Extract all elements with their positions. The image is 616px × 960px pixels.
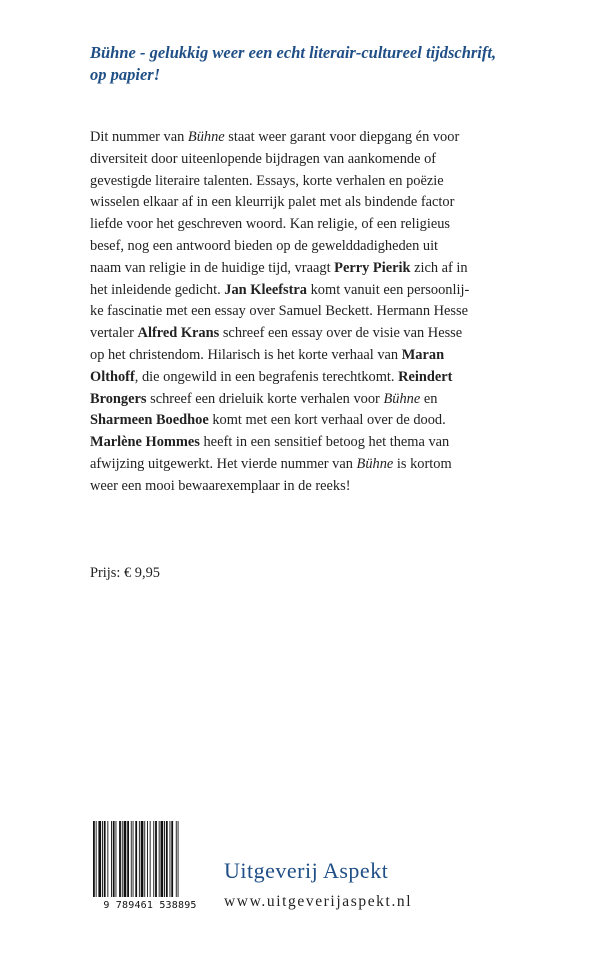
barcode-bar — [164, 821, 165, 897]
barcode-bar — [139, 821, 140, 897]
author-name: Reindert — [398, 368, 453, 385]
blurb-line — [90, 127, 540, 149]
author-name: Brongers — [90, 390, 147, 407]
blurb-line: diversiteit door uiteenlopende bijdragen van aankomende of — [90, 150, 437, 167]
publisher-website: www.uitgeverijaspekt.nl — [224, 893, 413, 910]
barcode-bar — [170, 821, 171, 897]
blurb-line: liefde voor het geschreven woord. Kan religie, of een religieus — [90, 216, 451, 233]
text: schreef een essay over de visie van Hesse — [219, 325, 463, 342]
barcode-bar — [159, 821, 160, 897]
barcode-bar — [153, 821, 154, 897]
barcode-bars — [91, 821, 209, 899]
barcode-bar — [131, 821, 132, 897]
magazine-title: Bühne — [356, 455, 394, 472]
barcode-bar — [116, 821, 117, 897]
barcode-bar — [150, 821, 151, 897]
barcode-bar — [119, 821, 121, 897]
barcode — [91, 821, 209, 913]
text: het inleidende gedicht. — [90, 281, 221, 298]
barcode-bar — [104, 821, 106, 897]
blurb-line — [90, 410, 540, 432]
text: en — [420, 390, 438, 407]
barcode-bar — [127, 821, 129, 897]
price-label: Prijs: € 9,95 — [90, 565, 160, 581]
barcode-bar — [176, 821, 177, 897]
author-name: Maran — [401, 346, 445, 363]
text: staat weer garant voor diepgang én voor — [224, 129, 460, 145]
tagline — [90, 42, 560, 86]
text: , die ongewild in een begrafenis terechtkomt. — [134, 368, 399, 385]
blurb-line — [90, 345, 540, 367]
text: afwijzing uitgewerkt. Het vierde nummer van — [90, 455, 357, 472]
text: is kortom — [393, 455, 452, 472]
barcode-bar — [166, 821, 168, 897]
blurb-line — [90, 258, 540, 280]
text: zich af in — [410, 259, 468, 276]
barcode-bar — [122, 821, 123, 897]
author-name: Perry Pierik — [334, 259, 411, 276]
barcode-bar — [96, 821, 97, 897]
barcode-bar — [161, 821, 164, 897]
text: Dit nummer van — [90, 129, 188, 145]
blurb-line: wisselen elkaar af in een kleurrijk palet met als bindende factor — [90, 194, 455, 211]
barcode-bar — [171, 821, 173, 897]
author-name: Alfred Krans — [137, 325, 220, 342]
barcode-bar — [124, 821, 127, 897]
text: vertaler — [90, 325, 138, 342]
publisher-name: Uitgeverij Aspekt — [224, 858, 389, 883]
author-name: Sharmeen Boedhoe — [90, 412, 209, 429]
barcode-bar — [155, 821, 157, 897]
blurb-line — [90, 367, 540, 389]
barcode-bar — [178, 821, 179, 897]
blurb — [90, 127, 540, 498]
blurb-line — [90, 323, 540, 345]
blurb-line: gevestigde literaire talenten. Essays, korte verhalen en poëzie — [90, 172, 444, 189]
barcode-number: 9 789461 538895 — [103, 900, 197, 911]
blurb-line: ke fascinatie met een essay over Samuel Beckett. Hermann Hesse — [90, 303, 469, 320]
blurb-line — [90, 454, 540, 476]
blurb-line: weer een mooi bewaarexemplaar in de reeks! — [90, 477, 351, 494]
text: op het christendom. Hilarisch is het korte verhaal van — [90, 346, 402, 363]
blurb-line: besef, nog een antwoord bieden op de gewelddadigheden uit — [90, 237, 439, 254]
text: heeft in een sensitief betoog het thema van — [199, 434, 450, 451]
author-name: Jan Kleefstra — [224, 281, 308, 298]
tagline-line-1: Bühne - gelukkig weer een echt literair-cultureel tijdschrift, — [90, 43, 497, 62]
barcode-bar — [113, 821, 115, 897]
barcode-bar — [102, 821, 103, 897]
barcode-bar — [111, 821, 112, 897]
magazine-title: Bühne — [383, 390, 421, 407]
blurb-line — [90, 389, 540, 411]
barcode-bar — [93, 821, 95, 897]
barcode-bar — [147, 821, 148, 897]
magazine-title: Bühne — [187, 129, 225, 145]
barcode-bar — [133, 821, 134, 897]
blurb-line — [90, 432, 540, 454]
text: komt vanuit een persoonlij- — [307, 281, 470, 298]
barcode-bar — [107, 821, 108, 897]
tagline-line-2: op papier! — [90, 65, 161, 84]
author-name: Marlène Hommes — [90, 434, 200, 451]
text: naam van religie in de huidige tijd, vraagt — [90, 259, 335, 276]
text: schreef een drieluik korte verhalen voor — [146, 390, 384, 407]
author-name: Olthoff — [90, 368, 135, 385]
barcode-bar — [141, 821, 144, 897]
barcode-bar — [135, 821, 137, 897]
barcode-bar — [98, 821, 101, 897]
text: komt met een kort verhaal over de dood. — [208, 412, 446, 429]
blurb-line — [90, 280, 540, 302]
barcode-bar — [144, 821, 145, 897]
